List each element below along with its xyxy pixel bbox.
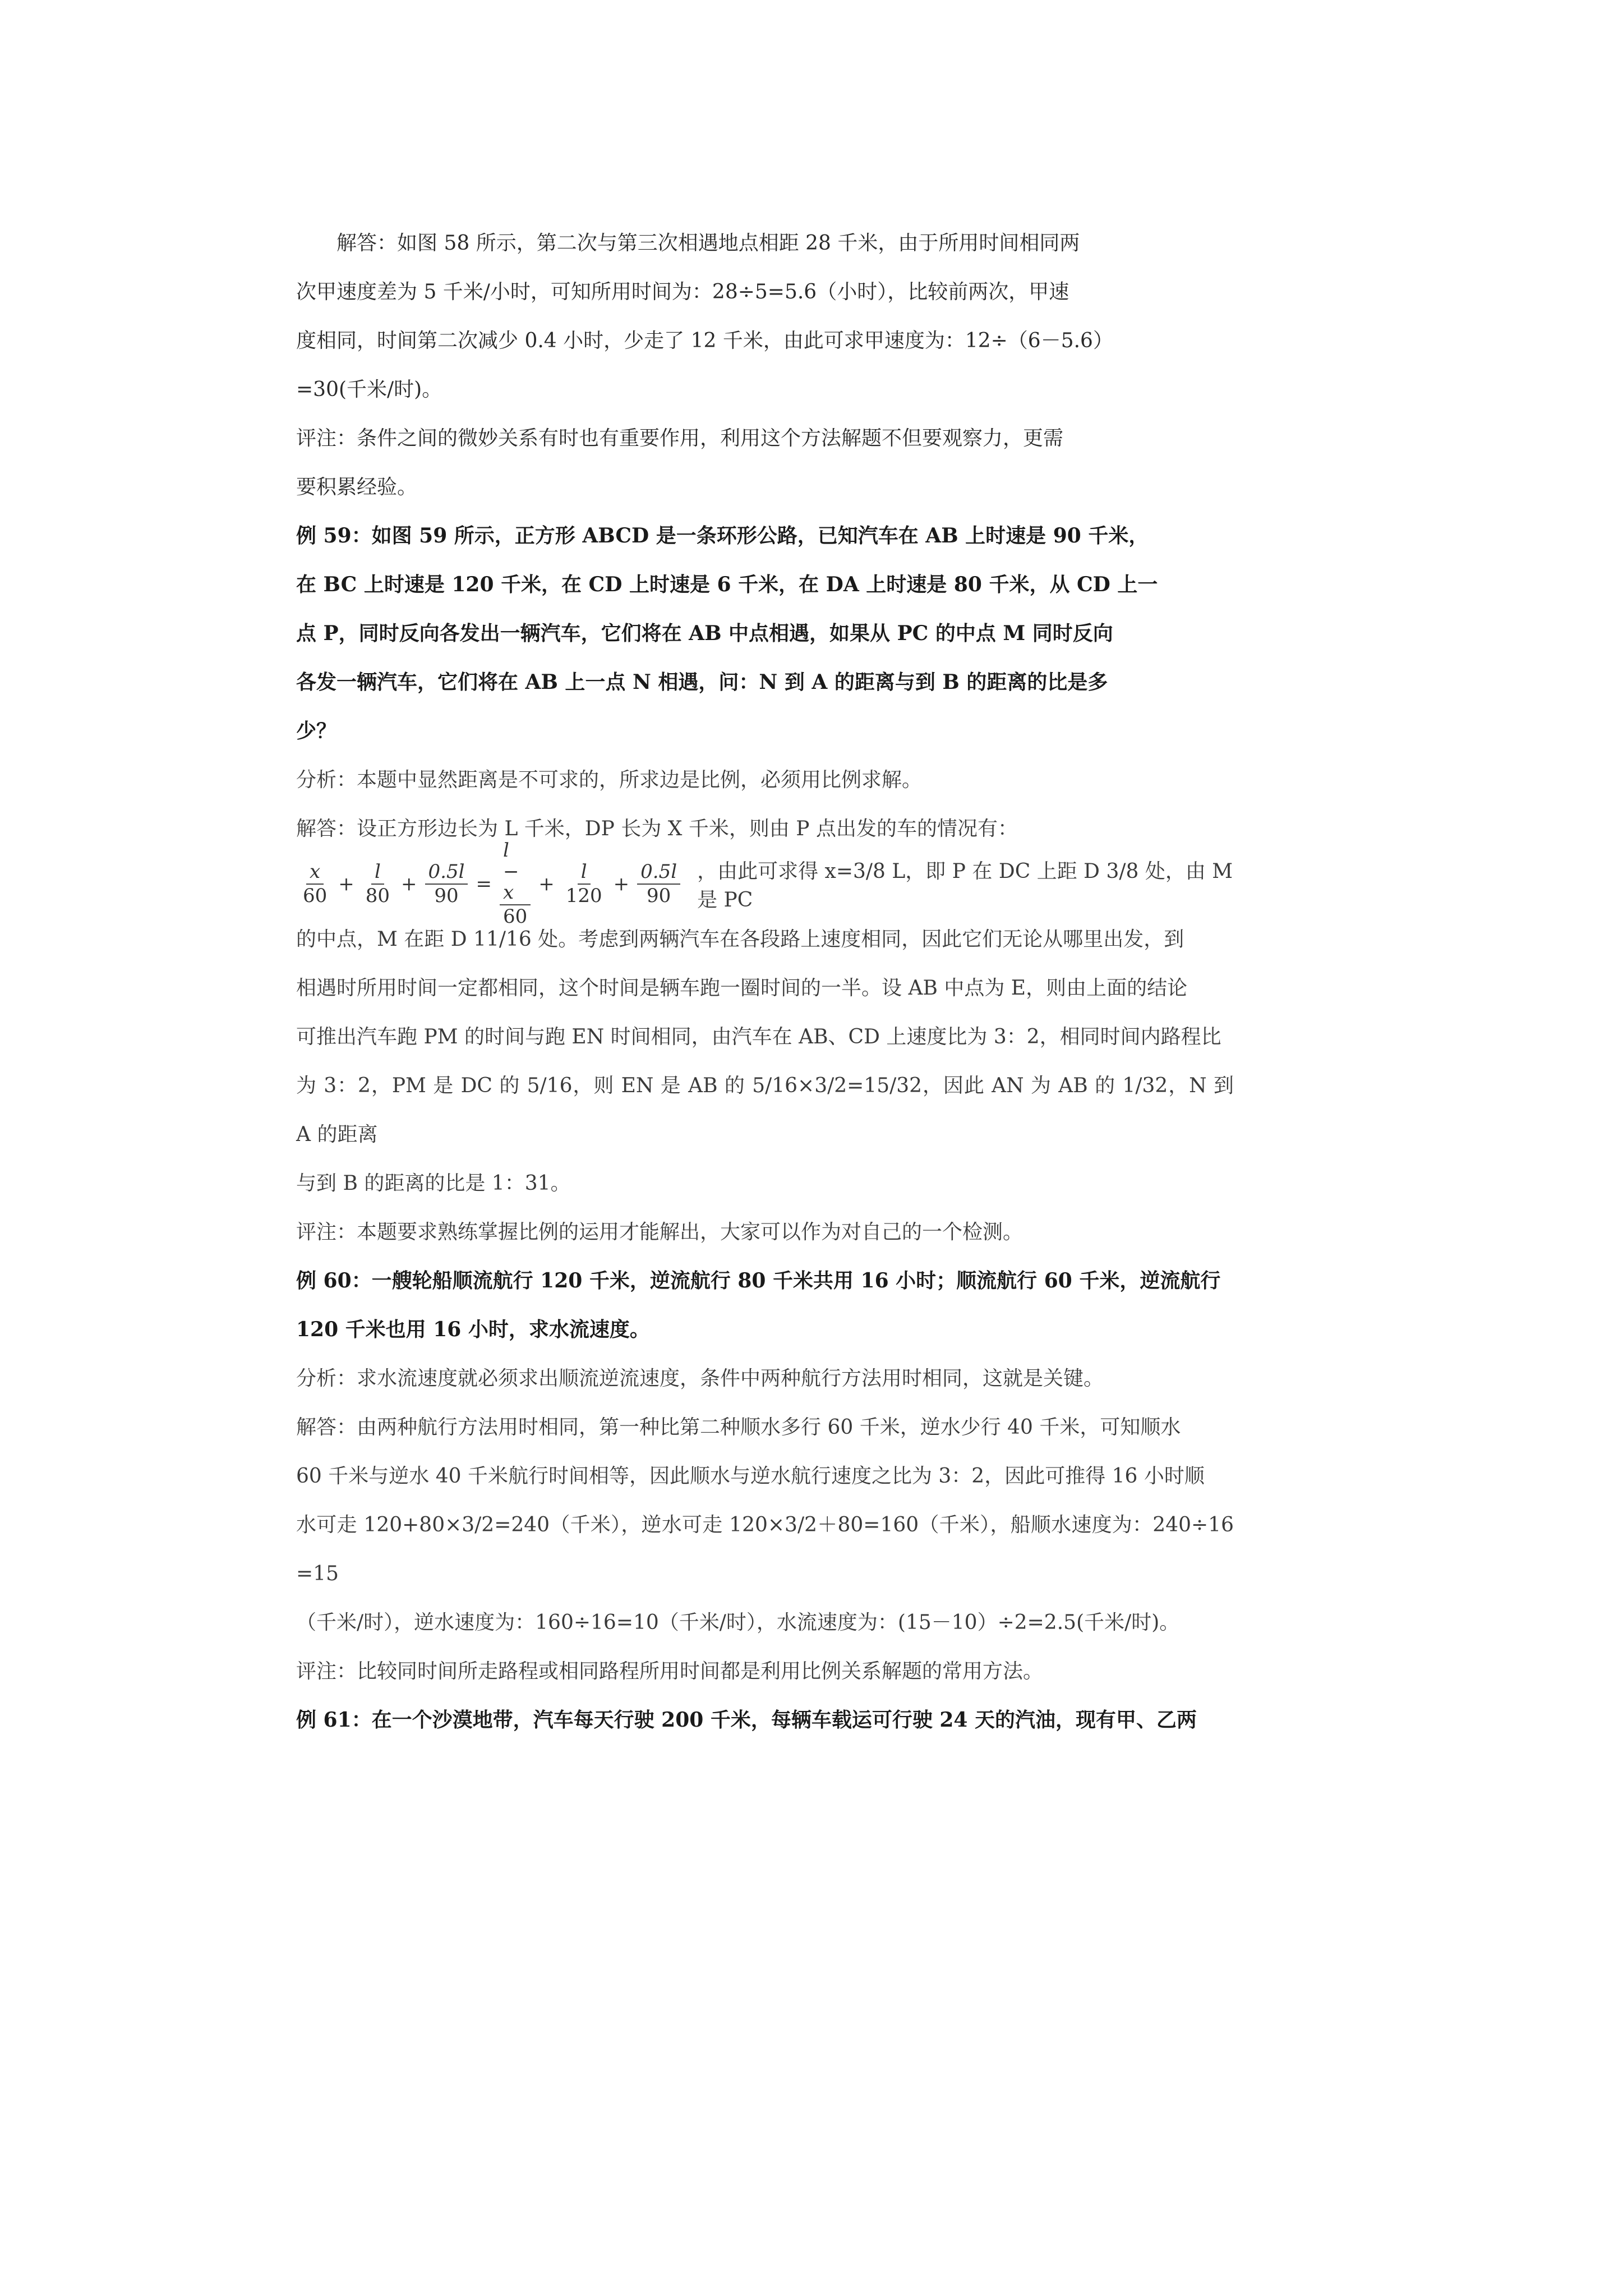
solution-60-line-1: 解答：由两种航行方法用时相同，第一种比第二种顺水多行 60 千米，逆水少行 40 千米，可知顺水 <box>296 1416 1181 1439</box>
fraction: $\frac{l - x}{60}$ <box>500 840 531 928</box>
solution-58-line-2: 次甲速度差为 5 千米/小时，可知所用时间为：28÷5=5.6（小时），比较前两次，甲速 <box>296 280 1069 303</box>
solution-59-line-5: 可推出汽车跑 PM 的时间与跑 EN 时间相同，由汽车在 AB、CD 上速度比为 3：2，相同时间内路程比 <box>296 1025 1221 1048</box>
example-59-line-5: 少？ <box>296 719 337 743</box>
analysis-60: 分析：求水流速度就必须求出顺流逆流速度，条件中两种航行方法用时相同，这就是关键。 <box>296 1367 1104 1390</box>
solution-60-line-3: 水可走 120+80×3/2=240（千米），逆水可走 120×3/2＋80=160（千米），船顺水速度为：240÷16=15 <box>296 1513 1234 1585</box>
example-59-line-4: 各发一辆汽车，它们将在 AB 上一点 N 相遇，问：N 到 A 的距离与到 B 的距离的比是多 <box>296 670 1108 694</box>
fraction: $\frac{x}{60}$ <box>303 860 328 907</box>
solution-59-line-4: 相遇时所用时间一定都相同，这个时间是辆车跑一圈时间的一半。设 AB 中点为 E，则由上面的结论 <box>296 977 1188 1000</box>
example-59-line-3: 点 P，同时反向各发出一辆汽车，它们将在 AB 中点相遇，如果从 PC 的中点 M 同时反向 <box>296 622 1113 645</box>
fraction: $\frac{0.5l}{90}$ <box>637 862 680 907</box>
solution-60-line-2: 60 千米与逆水 40 千米航行时间相等，因此顺水与逆水航行速度之比为 3：2，因此可推得 16 小时顺 <box>296 1465 1205 1488</box>
comment-58-line-1: 评注：条件之间的微妙关系有时也有重要作用，利用这个方法解题不但要观察力，更需 <box>296 427 1064 450</box>
comment-60: 评注：比较同时间所走路程或相同路程所用时间都是利用比例关系解题的常用方法。 <box>296 1660 1044 1683</box>
solution-60-line-4: （千米/时），逆水速度为：160÷16=10（千米/时），水流速度为：(15－10）÷2=2.5(千米/时)。 <box>296 1611 1180 1634</box>
document-page <box>296 219 1234 1745</box>
solution-59-line-2: ，由此可求得 x=3/8 L，即 P 在 DC 上距 D 3/8 处，由 M 是 PC <box>697 860 1233 912</box>
example-60-line-1: 例 60：一艘轮船顺流航行 120 千米，逆流航行 80 千米共用 16 小时；顺流航行 60 千米，逆流航行 <box>296 1269 1221 1292</box>
solution-59-line-3: 的中点，M 在距 D 11/16 处。考虑到两辆汽车在各段路上速度相同，因此它们无论从哪里出发，到 <box>296 928 1184 951</box>
solution-59-line-1: 解答：设正方形边长为 L 千米，DP 长为 X 千米，则由 P 点出发的车的情况有： <box>296 817 1018 840</box>
solution-58-line-3: 度相同，时间第二次减少 0.4 小时，少走了 12 千米，由此可求甲速度为：12÷（6－5.6） <box>296 329 1113 352</box>
example-60-line-2: 120 千米也用 16 小时，求水流速度。 <box>296 1318 650 1341</box>
analysis-59: 分析：本题中显然距离是不可求的，所求边是比例，必须用比例求解。 <box>296 769 923 792</box>
fraction: $\frac{0.5l}{90}$ <box>425 862 468 907</box>
solution-59-line-6: 为 3：2，PM 是 DC 的 5/16，则 EN 是 AB 的 5/16×3/2=15/32，因此 AN 为 AB 的 1/32，N 到 A 的距离 <box>296 1074 1234 1146</box>
comment-59: 评注：本题要求熟练掌握比例的运用才能解出，大家可以作为对自己的一个检测。 <box>296 1221 1023 1244</box>
solution-58-line-4: =30(千米/时)。 <box>296 378 442 401</box>
comment-58-line-2: 要积累经验。 <box>296 476 418 499</box>
fraction: $\frac{l}{120}$ <box>565 860 602 907</box>
solution-59-line-7: 与到 B 的距离的比是 1：31。 <box>296 1172 571 1195</box>
equation-59: $\frac{x}{60}$ + $\frac{l}{80}$ + $\frac{0.5l}{90}$ = $\frac{l - x}{60}$ + $\frac{l}{120}$ + $\frac{0.5l}{90}$ <box>296 840 684 928</box>
example-59-line-1: 例 59：如图 59 所示，正方形 ABCD 是一条环形公路，已知汽车在 AB 上时速是 90 千米， <box>296 524 1149 547</box>
solution-58-line-1: 解答：如图 58 所示，第二次与第三次相遇地点相距 28 千米，由于所用时间相同两 <box>336 232 1080 255</box>
example-61-line-1: 例 61：在一个沙漠地带，汽车每天行驶 200 千米，每辆车载运可行驶 24 天的汽油，现有甲、乙两 <box>296 1708 1197 1732</box>
formula-line-59 <box>296 839 1234 928</box>
fraction: $\frac{l}{80}$ <box>365 860 390 907</box>
example-59-line-2: 在 BC 上时速是 120 千米，在 CD 上时速是 6 千米，在 DA 上时速是 80 千米，从 CD 上一 <box>296 573 1158 596</box>
